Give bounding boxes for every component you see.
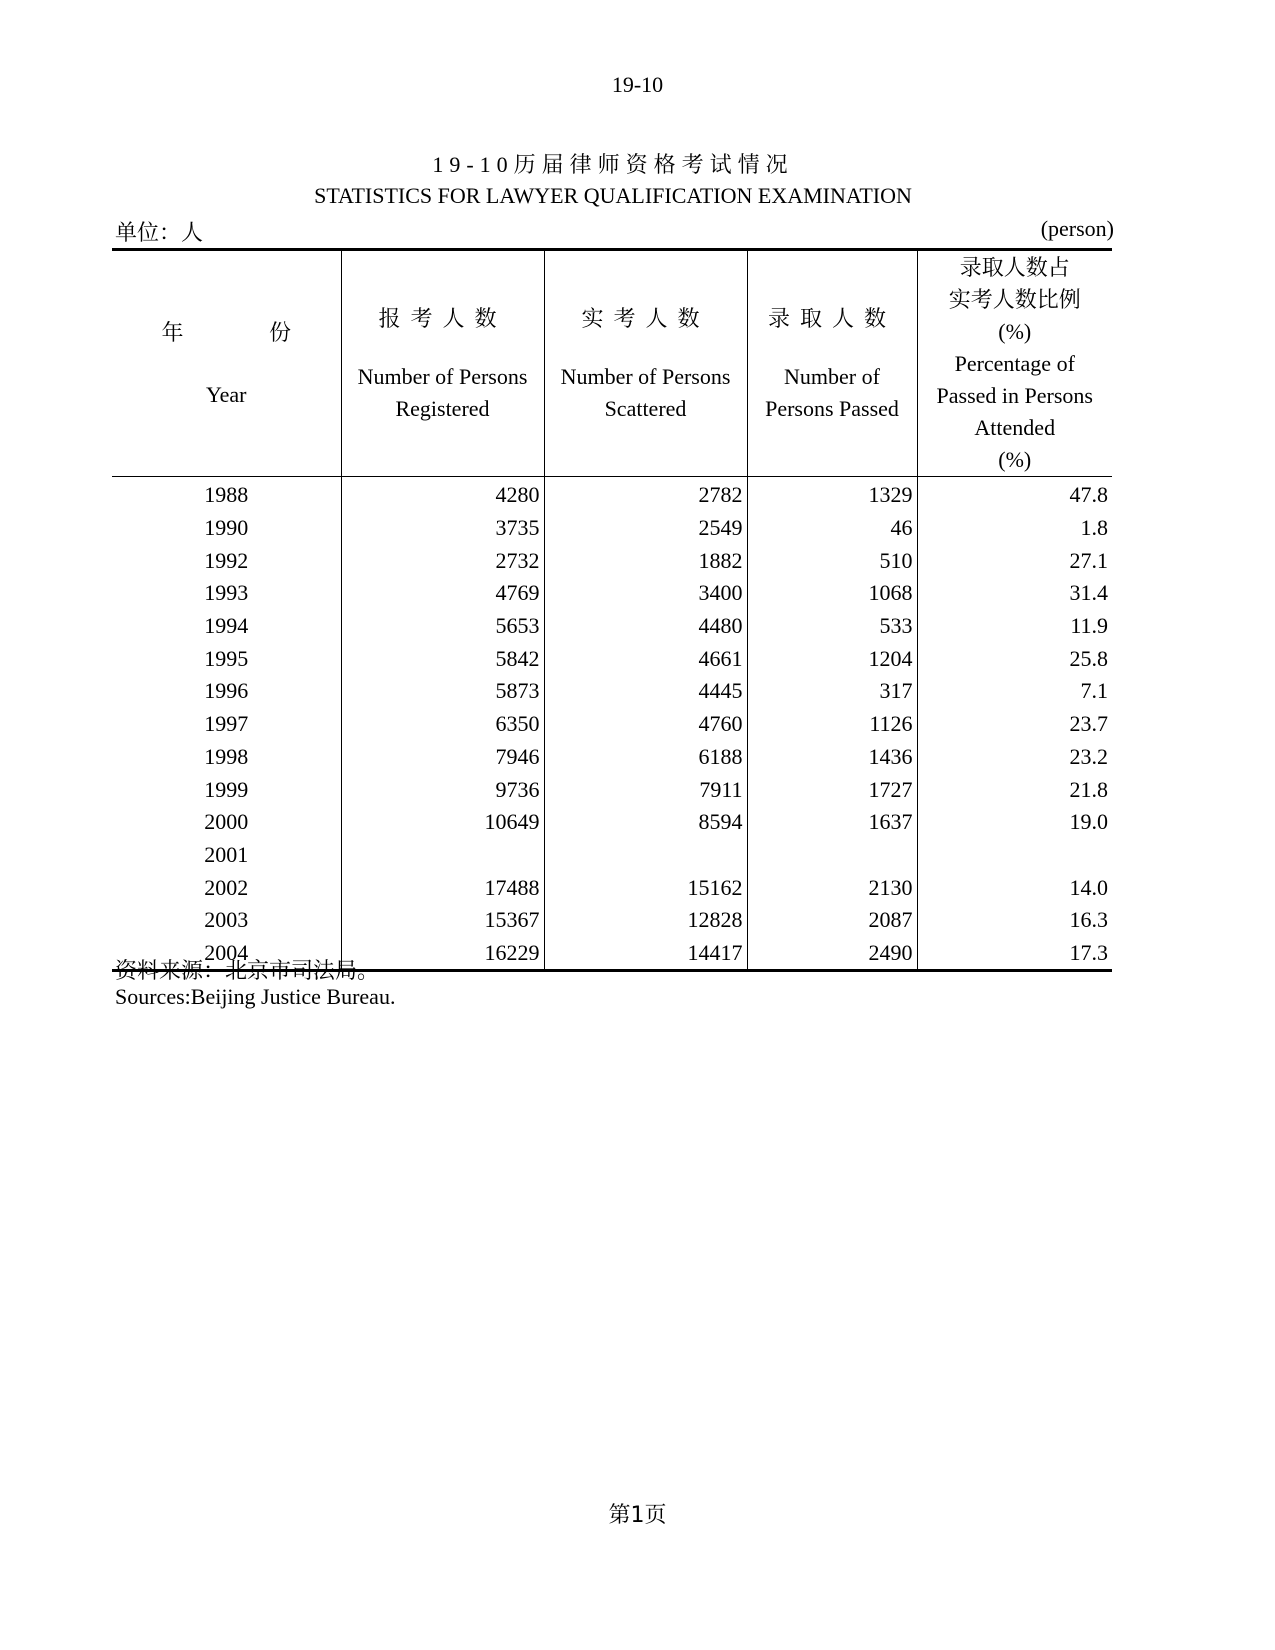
cell-passed: 510: [747, 544, 917, 577]
cell-year: 1999: [204, 776, 249, 802]
header-registered-en-2: Registered: [395, 395, 490, 421]
header-passed-en-2: Persons Passed: [765, 395, 899, 421]
table-row: [112, 871, 1112, 904]
table-row: [112, 610, 1112, 643]
cell-registered: 4280: [341, 477, 544, 512]
cell-year: 1990: [204, 515, 249, 541]
cell-passed: 2490: [747, 937, 917, 971]
cell-attended: 4661: [544, 642, 747, 675]
header-year: [112, 250, 341, 477]
cell-attended: 2549: [544, 512, 747, 545]
cell-attended: 4760: [544, 708, 747, 741]
table-row: [112, 806, 1112, 839]
header-row: [112, 250, 1112, 477]
cell-passed: 1126: [747, 708, 917, 741]
header-percentage-cn-2: 实考人数比例: [948, 286, 1081, 312]
cell-percentage: 14.0: [917, 871, 1112, 904]
cell-registered: 5873: [341, 675, 544, 708]
header-attended: [544, 250, 747, 477]
cell-passed: 1436: [747, 741, 917, 774]
cell-attended: 7911: [544, 773, 747, 806]
cell-percentage: 19.0: [917, 806, 1112, 839]
cell-passed: 46: [747, 512, 917, 545]
cell-year: 2003: [204, 907, 249, 933]
cell-passed: 1727: [747, 773, 917, 806]
cell-attended: 1882: [544, 544, 747, 577]
cell-year: 1995: [204, 645, 249, 671]
table-row: [112, 675, 1112, 708]
table-row: [112, 512, 1112, 545]
cell-registered: [341, 839, 544, 872]
header-passed-cn: 录取人数: [767, 305, 896, 331]
cell-attended: 15162: [544, 871, 747, 904]
cell-year: 1997: [204, 711, 249, 737]
cell-attended: 2782: [544, 477, 747, 512]
table-row: [112, 773, 1112, 806]
cell-registered: 4769: [341, 577, 544, 610]
page-label: 19-10: [611, 72, 664, 97]
cell-passed: 2087: [747, 904, 917, 937]
header-percentage-en-3: Attended: [974, 414, 1056, 440]
cell-percentage: 16.3: [917, 904, 1112, 937]
cell-passed: 1637: [747, 806, 917, 839]
cell-passed: 2130: [747, 871, 917, 904]
cell-registered: 10649: [341, 806, 544, 839]
cell-percentage: 23.2: [917, 741, 1112, 774]
header-attended-en-1: Number of Persons: [560, 363, 731, 389]
statistics-table: [112, 248, 1112, 972]
cell-passed: [747, 839, 917, 872]
source-note-en: Sources:Beijing Justice Bureau.: [115, 984, 396, 1009]
header-attended-cn: 实考人数: [581, 305, 710, 331]
table-row: [112, 904, 1112, 937]
cell-attended: 8594: [544, 806, 747, 839]
table-row: [112, 477, 1112, 512]
header-percentage-cn-1: 录取人数占: [959, 254, 1070, 280]
header-percentage-en-2: Passed in Persons: [936, 382, 1093, 408]
table-body: [112, 477, 1112, 971]
header-year-en: Year: [205, 381, 247, 407]
header-passed-en-1: Number of: [784, 363, 880, 389]
header-passed: [747, 250, 917, 477]
table-row: [112, 839, 1112, 872]
cell-percentage: 21.8: [917, 773, 1112, 806]
page-footer: 第1页: [608, 1503, 667, 1528]
table-row: [112, 544, 1112, 577]
cell-percentage: 31.4: [917, 577, 1112, 610]
cell-percentage: 7.1: [917, 675, 1112, 708]
cell-attended: [544, 839, 747, 872]
cell-passed: 1329: [747, 477, 917, 512]
cell-passed: 533: [747, 610, 917, 643]
table-title-cn: 19-10历届律师资格考试情况: [432, 152, 794, 177]
cell-registered: 5653: [341, 610, 544, 643]
cell-passed: 317: [747, 675, 917, 708]
cell-attended: 4445: [544, 675, 747, 708]
cell-percentage: [917, 839, 1112, 872]
table-row: [112, 642, 1112, 675]
cell-registered: 3735: [341, 512, 544, 545]
header-percentage: [917, 250, 1112, 477]
source-note-cn: 资料来源：北京市司法局。: [115, 958, 380, 983]
header-percentage-en-4: (%): [998, 446, 1032, 472]
table-row: [112, 741, 1112, 774]
cell-year: 1988: [204, 482, 249, 508]
cell-registered: 2732: [341, 544, 544, 577]
cell-percentage: 23.7: [917, 708, 1112, 741]
cell-passed: 1068: [747, 577, 917, 610]
unit-label-cn: 单位：人: [115, 220, 204, 245]
cell-registered: 17488: [341, 871, 544, 904]
cell-registered: 6350: [341, 708, 544, 741]
header-year-cn: 年 份: [161, 319, 331, 345]
cell-passed: 1204: [747, 642, 917, 675]
header-attended-en-2: Scattered: [604, 395, 687, 421]
cell-year: 1996: [204, 678, 249, 704]
cell-attended: 14417: [544, 937, 747, 971]
cell-percentage: 25.8: [917, 642, 1112, 675]
cell-year: 2000: [204, 809, 249, 835]
cell-percentage: 47.8: [917, 477, 1112, 512]
cell-registered: 9736: [341, 773, 544, 806]
cell-registered: 15367: [341, 904, 544, 937]
header-registered-en-1: Number of Persons: [357, 363, 528, 389]
cell-year: 1992: [204, 547, 249, 573]
cell-year: 1998: [204, 743, 249, 769]
cell-percentage: 17.3: [917, 937, 1112, 971]
header-registered-cn: 报考人数: [378, 305, 507, 331]
cell-attended: 3400: [544, 577, 747, 610]
cell-attended: 12828: [544, 904, 747, 937]
header-percentage-en-1: Percentage of: [954, 350, 1075, 376]
cell-year: 2001: [204, 841, 249, 867]
cell-attended: 6188: [544, 741, 747, 774]
table-title-en: STATISTICS FOR LAWYER QUALIFICATION EXAMINATION: [314, 183, 912, 208]
unit-label-en: (person): [1040, 216, 1114, 241]
header-registered: [341, 250, 544, 477]
cell-percentage: 27.1: [917, 544, 1112, 577]
header-percentage-cn-3: (%): [998, 318, 1032, 344]
cell-year: 1994: [204, 613, 249, 639]
cell-registered: 5842: [341, 642, 544, 675]
cell-attended: 4480: [544, 610, 747, 643]
table-row: [112, 708, 1112, 741]
cell-registered: 16229: [341, 937, 544, 971]
cell-percentage: 1.8: [917, 512, 1112, 545]
table-row: [112, 577, 1112, 610]
cell-year: 2002: [204, 874, 249, 900]
cell-percentage: 11.9: [917, 610, 1112, 643]
cell-registered: 7946: [341, 741, 544, 774]
cell-year: 1993: [204, 580, 249, 606]
cell-year: 2004: [204, 939, 249, 965]
